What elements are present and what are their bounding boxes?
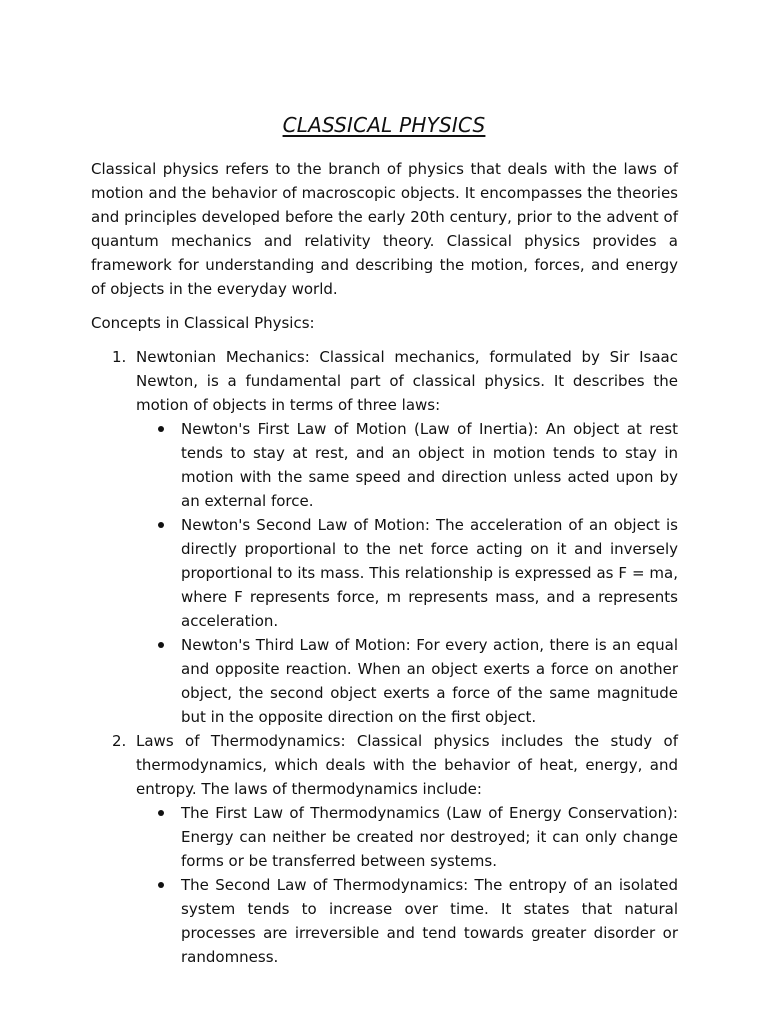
law-item-second-law-of-thermodynamics: The Second Law of Thermodynamics: The entropy of an isolated system tends to increase over time. It states that natural processes are irreversible and tend towards greater disorder or randomness.	[136, 873, 678, 969]
concepts-heading: Concepts in Classical Physics:	[91, 314, 315, 332]
law-item-second-law-of-motion: Newton's Second Law of Motion: The acceleration of an object is directly proportional to the net force acting on it and inversely proportional to its mass. This relationship is expressed as F = ma, where F represents force, m represents mass, and a represents acceleration.	[136, 513, 678, 633]
document-body	[91, 157, 678, 969]
laws-list	[136, 801, 678, 969]
list-number: 2.	[112, 732, 127, 750]
concept-item-laws-of-thermodynamics	[91, 729, 678, 969]
page-title: CLASSICAL PHYSICS	[282, 113, 486, 137]
law-item-first-law-of-thermodynamics: The First Law of Thermodynamics (Law of Energy Conservation): Energy can neither be created nor destroyed; it can only change forms or be transferred between systems.	[136, 801, 678, 873]
concept-text: Laws of Thermodynamics: Classical physics includes the study of thermodynamics, which deals with the behavior of heat, energy, and entropy. The laws of thermodynamics include:	[136, 732, 678, 798]
concepts-list	[91, 345, 678, 969]
laws-list	[136, 417, 678, 729]
list-number: 1.	[112, 348, 127, 366]
intro-paragraph: Classical physics refers to the branch of physics that deals with the laws of motion and the behavior of macroscopic objects. It encompasses the theories and principles developed before the early 20th century, prior to the advent of quantum mechanics and relativity theory. Classical physics provides a framework for understanding and describing the motion, forces, and energy of objects in the everyday world.	[91, 160, 678, 298]
concept-text: Newtonian Mechanics: Classical mechanics, formulated by Sir Isaac Newton, is a fundamental part of classical physics. It describes the motion of objects in terms of three laws:	[136, 348, 678, 414]
law-item-third-law-of-motion: Newton's Third Law of Motion: For every action, there is an equal and opposite reaction. When an object exerts a force on another object, the second object exerts a force of the same magnitude but in the opposite direction on the first object.	[136, 633, 678, 729]
concept-item-newtonian-mechanics	[91, 345, 678, 729]
law-item-first-law-of-motion: Newton's First Law of Motion (Law of Inertia): An object at rest tends to stay at rest, and an object in motion tends to stay in motion with the same speed and direction unless acted upon by an external force.	[136, 417, 678, 513]
